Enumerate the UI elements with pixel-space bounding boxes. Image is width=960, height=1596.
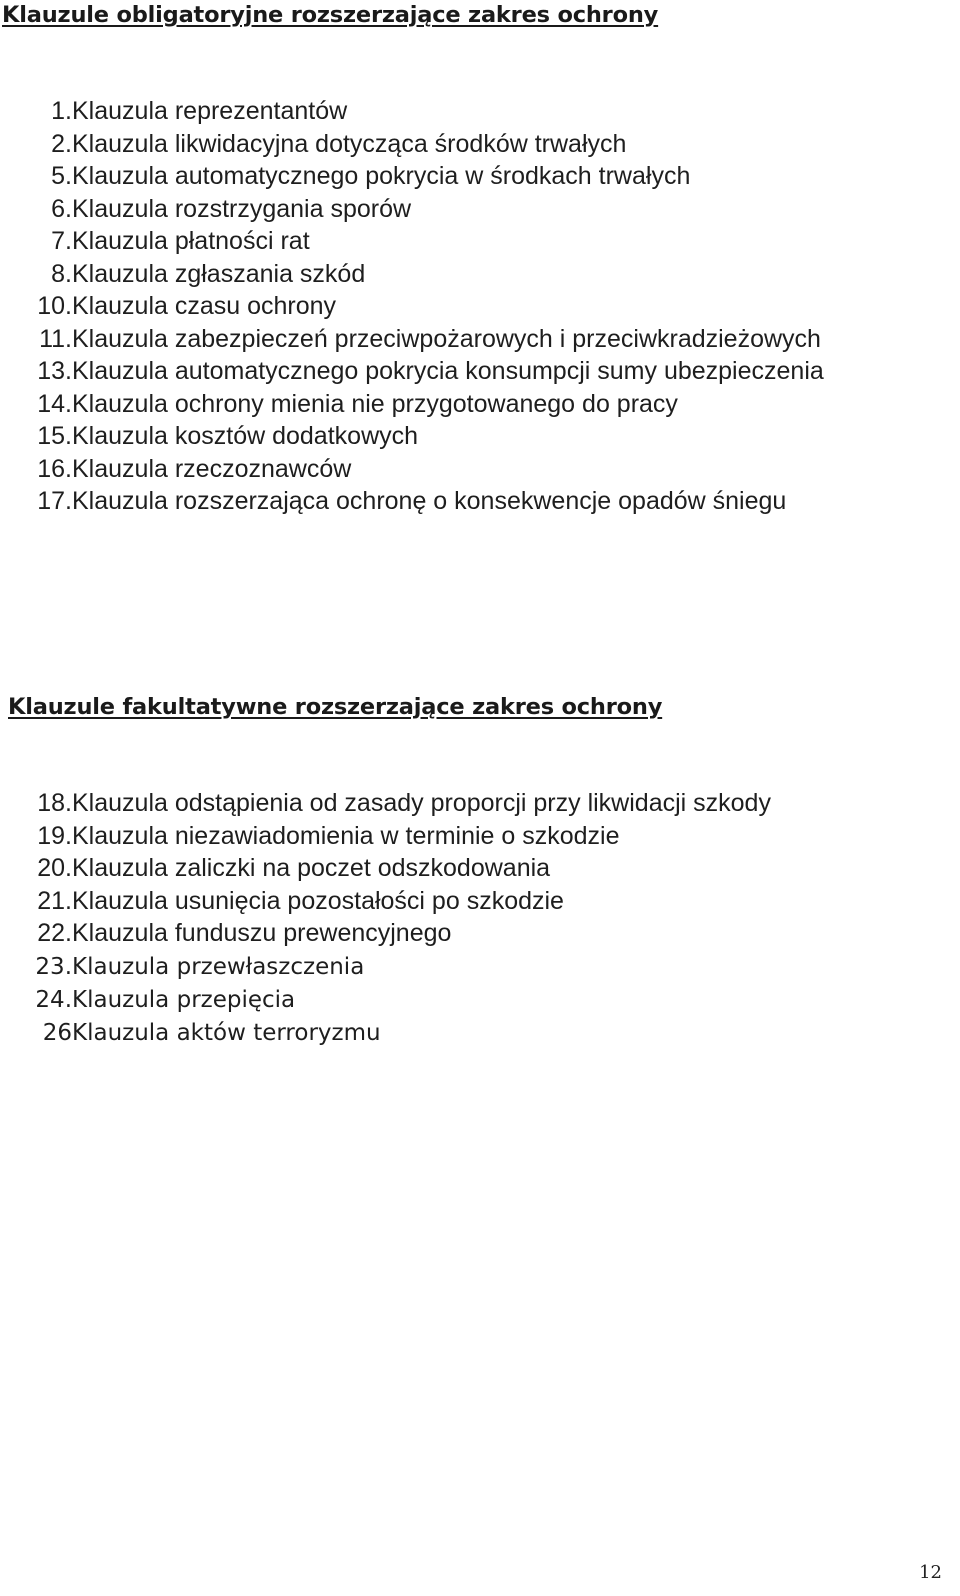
list-item-text: Klauzula funduszu prewencyjnego — [72, 919, 452, 947]
list-item-number: 16. — [37, 454, 72, 483]
list-item-number: 24. — [35, 987, 72, 1013]
list-item-number: 1. — [51, 97, 72, 125]
list-item — [51, 258, 366, 290]
list-item-number: 22. — [37, 919, 72, 947]
list-item-text: Klauzula zgłaszania szkód — [72, 259, 366, 288]
list-item-text: Klauzula czasu ochrony — [72, 292, 337, 320]
list-item — [35, 984, 296, 1016]
list-item — [51, 193, 412, 225]
list-item — [51, 95, 348, 127]
list-item-text: Klauzula odstąpienia od zasady proporcji przy likwidacji szkody — [72, 789, 771, 817]
list-item — [37, 917, 452, 949]
list-item-number: 5. — [51, 162, 72, 190]
list-item-number: 2. — [51, 129, 72, 158]
list-item-number: 17. — [37, 487, 72, 515]
list-item-text: Klauzula automatycznego pokrycia konsumpcji sumy ubezpieczenia — [72, 357, 824, 385]
obligatory-clauses-heading: Klauzule obligatoryjne rozszerzające zakres ochrony — [2, 2, 659, 28]
list-item-number: 15. — [37, 422, 72, 450]
list-item-number: 7. — [51, 227, 72, 255]
list-item-text: Klauzula przepięcia — [72, 987, 296, 1013]
list-item — [51, 160, 691, 192]
list-item — [35, 951, 365, 983]
list-item — [42, 1017, 381, 1049]
list-item-text: Klauzula zaliczki na poczet odszkodowania — [72, 854, 551, 882]
list-item — [37, 355, 824, 387]
list-item-number: 10. — [37, 292, 72, 320]
list-item — [39, 323, 821, 355]
list-item-number: 14. — [37, 389, 72, 418]
list-item-number: 8. — [51, 259, 72, 288]
list-item-number: 18. — [37, 789, 72, 817]
list-item-text: Klauzula aktów terroryzmu — [72, 1020, 381, 1046]
list-item-text: Klauzula ochrony mienia nie przygotowanego do pracy — [72, 389, 678, 418]
list-item-text: Klauzula przewłaszczenia — [72, 954, 365, 980]
list-item-number: 21. — [37, 886, 72, 915]
list-item-text: Klauzula automatycznego pokrycia w środkach trwałych — [72, 162, 691, 190]
list-item-text: Klauzula rozstrzygania sporów — [72, 194, 412, 223]
list-item-text: Klauzula usunięcia pozostałości po szkodzie — [72, 886, 564, 915]
list-item-text: Klauzula zabezpieczeń przeciwpożarowych i przeciwkradzieżowych — [72, 324, 821, 353]
list-item — [37, 388, 678, 420]
list-item-text: Klauzula płatności rat — [72, 227, 310, 255]
list-item — [37, 820, 620, 852]
page-number: 12 — [919, 1562, 942, 1583]
list-item — [37, 485, 787, 517]
list-item — [51, 225, 310, 257]
optional-clauses-heading: Klauzule fakultatywne rozszerzające zakres ochrony — [8, 694, 663, 720]
list-item — [37, 420, 419, 452]
list-item-text: Klauzula niezawiadomienia w terminie o szkodzie — [72, 821, 620, 850]
list-item — [37, 453, 352, 485]
list-item-number: 19. — [37, 821, 72, 850]
list-item-number: 6. — [51, 194, 72, 223]
list-item-text: Klauzula kosztów dodatkowych — [72, 422, 419, 450]
list-item-text: Klauzula rozszerzająca ochronę o konsekwencje opadów śniegu — [72, 487, 787, 515]
list-item — [37, 852, 551, 884]
list-item-number: 26 — [42, 1020, 72, 1046]
list-item-number: 13. — [37, 357, 72, 385]
list-item — [37, 885, 564, 917]
list-item — [37, 787, 771, 819]
list-item-text: Klauzula rzeczoznawców — [72, 454, 352, 483]
list-item-number: 20. — [37, 854, 72, 882]
list-item-number: 23. — [35, 954, 72, 980]
list-item — [37, 290, 337, 322]
list-item-number: 11. — [39, 324, 72, 353]
list-item — [51, 128, 627, 160]
list-item-text: Klauzula likwidacyjna dotycząca środków trwałych — [72, 129, 627, 158]
list-item-text: Klauzula reprezentantów — [72, 97, 348, 125]
